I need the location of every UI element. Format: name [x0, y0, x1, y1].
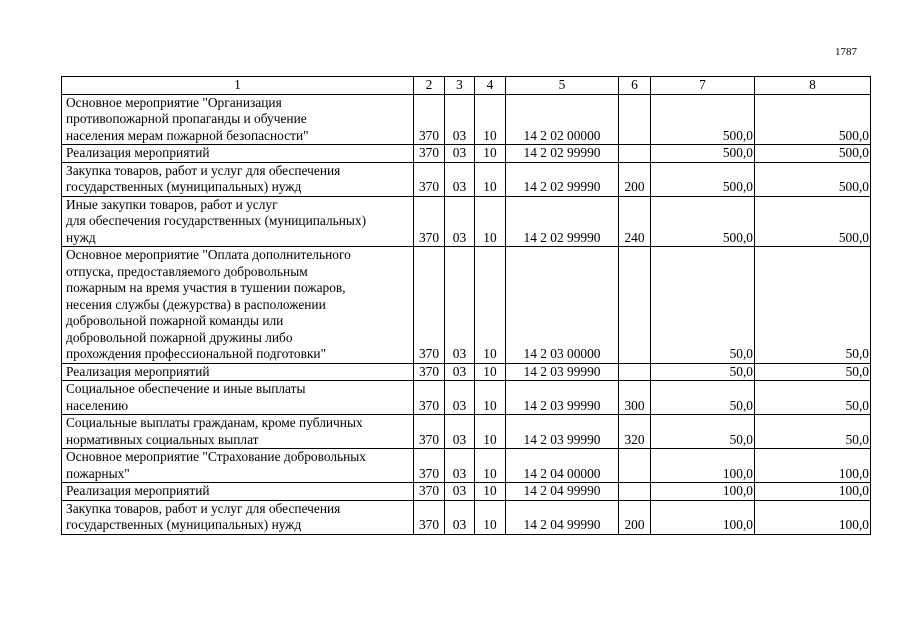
expense-type-cell: 240: [619, 196, 651, 247]
section-code-cell: 03: [445, 415, 475, 449]
target-article-cell: 14 2 03 00000: [506, 247, 619, 364]
subsection-code-cell: 10: [475, 94, 506, 145]
amount-cell-col7: 50,0: [651, 363, 755, 381]
amount-cell-col8: 50,0: [755, 381, 871, 415]
table-row: [62, 94, 871, 145]
chapter-code-cell: 370: [414, 483, 445, 501]
row-name-cell: Социальное обеспечение и иные выплаты населению: [62, 381, 414, 415]
amount-cell-col8: 500,0: [755, 94, 871, 145]
chapter-code-cell: 370: [414, 196, 445, 247]
amount-cell-col7: 500,0: [651, 196, 755, 247]
amount-cell-col7: 100,0: [651, 483, 755, 501]
amount-cell-col8: 500,0: [755, 196, 871, 247]
chapter-code-cell: 370: [414, 449, 445, 483]
expense-type-cell: 200: [619, 500, 651, 534]
target-article-cell: 14 2 02 00000: [506, 94, 619, 145]
subsection-code-cell: 10: [475, 483, 506, 501]
section-code-cell: 03: [445, 247, 475, 364]
target-article-cell: 14 2 02 99990: [506, 145, 619, 163]
row-name-cell: Основное мероприятие "Организация противопожарной пропаганды и обучение населения мерам пожарной безопасности": [62, 94, 414, 145]
table-header-row: [62, 77, 871, 95]
target-article-cell: 14 2 03 99990: [506, 381, 619, 415]
amount-cell-col8: 50,0: [755, 363, 871, 381]
table-row: [62, 162, 871, 196]
header-cell: 6: [619, 77, 651, 95]
header-cell: 7: [651, 77, 755, 95]
subsection-code-cell: 10: [475, 415, 506, 449]
chapter-code-cell: 370: [414, 145, 445, 163]
row-name-cell: Социальные выплаты гражданам, кроме публичных нормативных социальных выплат: [62, 415, 414, 449]
table-row: [62, 363, 871, 381]
subsection-code-cell: 10: [475, 196, 506, 247]
row-name-cell: Иные закупки товаров, работ и услуг для обеспечения государственных (муниципальных) нужд: [62, 196, 414, 247]
table-row: [62, 196, 871, 247]
expense-type-cell: [619, 94, 651, 145]
row-name-cell: Основное мероприятие "Страхование добровольных пожарных": [62, 449, 414, 483]
section-code-cell: 03: [445, 449, 475, 483]
chapter-code-cell: 370: [414, 415, 445, 449]
chapter-code-cell: 370: [414, 162, 445, 196]
section-code-cell: 03: [445, 363, 475, 381]
table-row: [62, 483, 871, 501]
target-article-cell: 14 2 02 99990: [506, 162, 619, 196]
subsection-code-cell: 10: [475, 247, 506, 364]
section-code-cell: 03: [445, 162, 475, 196]
amount-cell-col7: 500,0: [651, 145, 755, 163]
amount-cell-col7: 50,0: [651, 415, 755, 449]
header-cell: 5: [506, 77, 619, 95]
amount-cell-col8: 100,0: [755, 483, 871, 501]
target-article-cell: 14 2 04 99990: [506, 500, 619, 534]
target-article-cell: 14 2 04 00000: [506, 449, 619, 483]
budget-table: [61, 76, 871, 535]
header-cell: 2: [414, 77, 445, 95]
subsection-code-cell: 10: [475, 145, 506, 163]
amount-cell-col7: 100,0: [651, 449, 755, 483]
section-code-cell: 03: [445, 483, 475, 501]
target-article-cell: 14 2 03 99990: [506, 415, 619, 449]
amount-cell-col7: 500,0: [651, 162, 755, 196]
amount-cell-col8: 500,0: [755, 162, 871, 196]
subsection-code-cell: 10: [475, 500, 506, 534]
target-article-cell: 14 2 02 99990: [506, 196, 619, 247]
table-row: [62, 500, 871, 534]
row-name-cell: Основное мероприятие "Оплата дополнительного отпуска, предоставляемого добровольным пожарным на время участия в тушении пожаров, несения службы (дежурства) в расположении добровольной пожарной команды или добровольной пожарной дружины либо прохождения профессиональной подготовки": [62, 247, 414, 364]
row-name-cell: Реализация мероприятий: [62, 145, 414, 163]
expense-type-cell: [619, 483, 651, 501]
section-code-cell: 03: [445, 500, 475, 534]
section-code-cell: 03: [445, 145, 475, 163]
chapter-code-cell: 370: [414, 94, 445, 145]
chapter-code-cell: 370: [414, 500, 445, 534]
table-row: [62, 415, 871, 449]
row-name-cell: Реализация мероприятий: [62, 483, 414, 501]
chapter-code-cell: 370: [414, 247, 445, 364]
header-cell: 4: [475, 77, 506, 95]
row-name-cell: Реализация мероприятий: [62, 363, 414, 381]
expense-type-cell: [619, 145, 651, 163]
amount-cell-col7: 50,0: [651, 247, 755, 364]
table-row: [62, 381, 871, 415]
header-cell: 8: [755, 77, 871, 95]
subsection-code-cell: 10: [475, 381, 506, 415]
amount-cell-col7: 50,0: [651, 381, 755, 415]
expense-type-cell: 320: [619, 415, 651, 449]
chapter-code-cell: 370: [414, 381, 445, 415]
expense-type-cell: [619, 247, 651, 364]
amount-cell-col7: 500,0: [651, 94, 755, 145]
row-name-cell: Закупка товаров, работ и услуг для обеспечения государственных (муниципальных) нужд: [62, 500, 414, 534]
amount-cell-col8: 100,0: [755, 500, 871, 534]
section-code-cell: 03: [445, 196, 475, 247]
chapter-code-cell: 370: [414, 363, 445, 381]
amount-cell-col8: 500,0: [755, 145, 871, 163]
section-code-cell: 03: [445, 94, 475, 145]
expense-type-cell: [619, 363, 651, 381]
header-cell: 1: [62, 77, 414, 95]
table-row: [62, 145, 871, 163]
target-article-cell: 14 2 03 99990: [506, 363, 619, 381]
amount-cell-col8: 50,0: [755, 415, 871, 449]
table-row: [62, 449, 871, 483]
section-code-cell: 03: [445, 381, 475, 415]
table-row: [62, 247, 871, 364]
row-name-cell: Закупка товаров, работ и услуг для обеспечения государственных (муниципальных) нужд: [62, 162, 414, 196]
amount-cell-col8: 50,0: [755, 247, 871, 364]
header-cell: 3: [445, 77, 475, 95]
expense-type-cell: [619, 449, 651, 483]
amount-cell-col8: 100,0: [755, 449, 871, 483]
target-article-cell: 14 2 04 99990: [506, 483, 619, 501]
amount-cell-col7: 100,0: [651, 500, 755, 534]
subsection-code-cell: 10: [475, 363, 506, 381]
expense-type-cell: 300: [619, 381, 651, 415]
expense-type-cell: 200: [619, 162, 651, 196]
page-number: 1787: [835, 46, 857, 58]
subsection-code-cell: 10: [475, 449, 506, 483]
subsection-code-cell: 10: [475, 162, 506, 196]
